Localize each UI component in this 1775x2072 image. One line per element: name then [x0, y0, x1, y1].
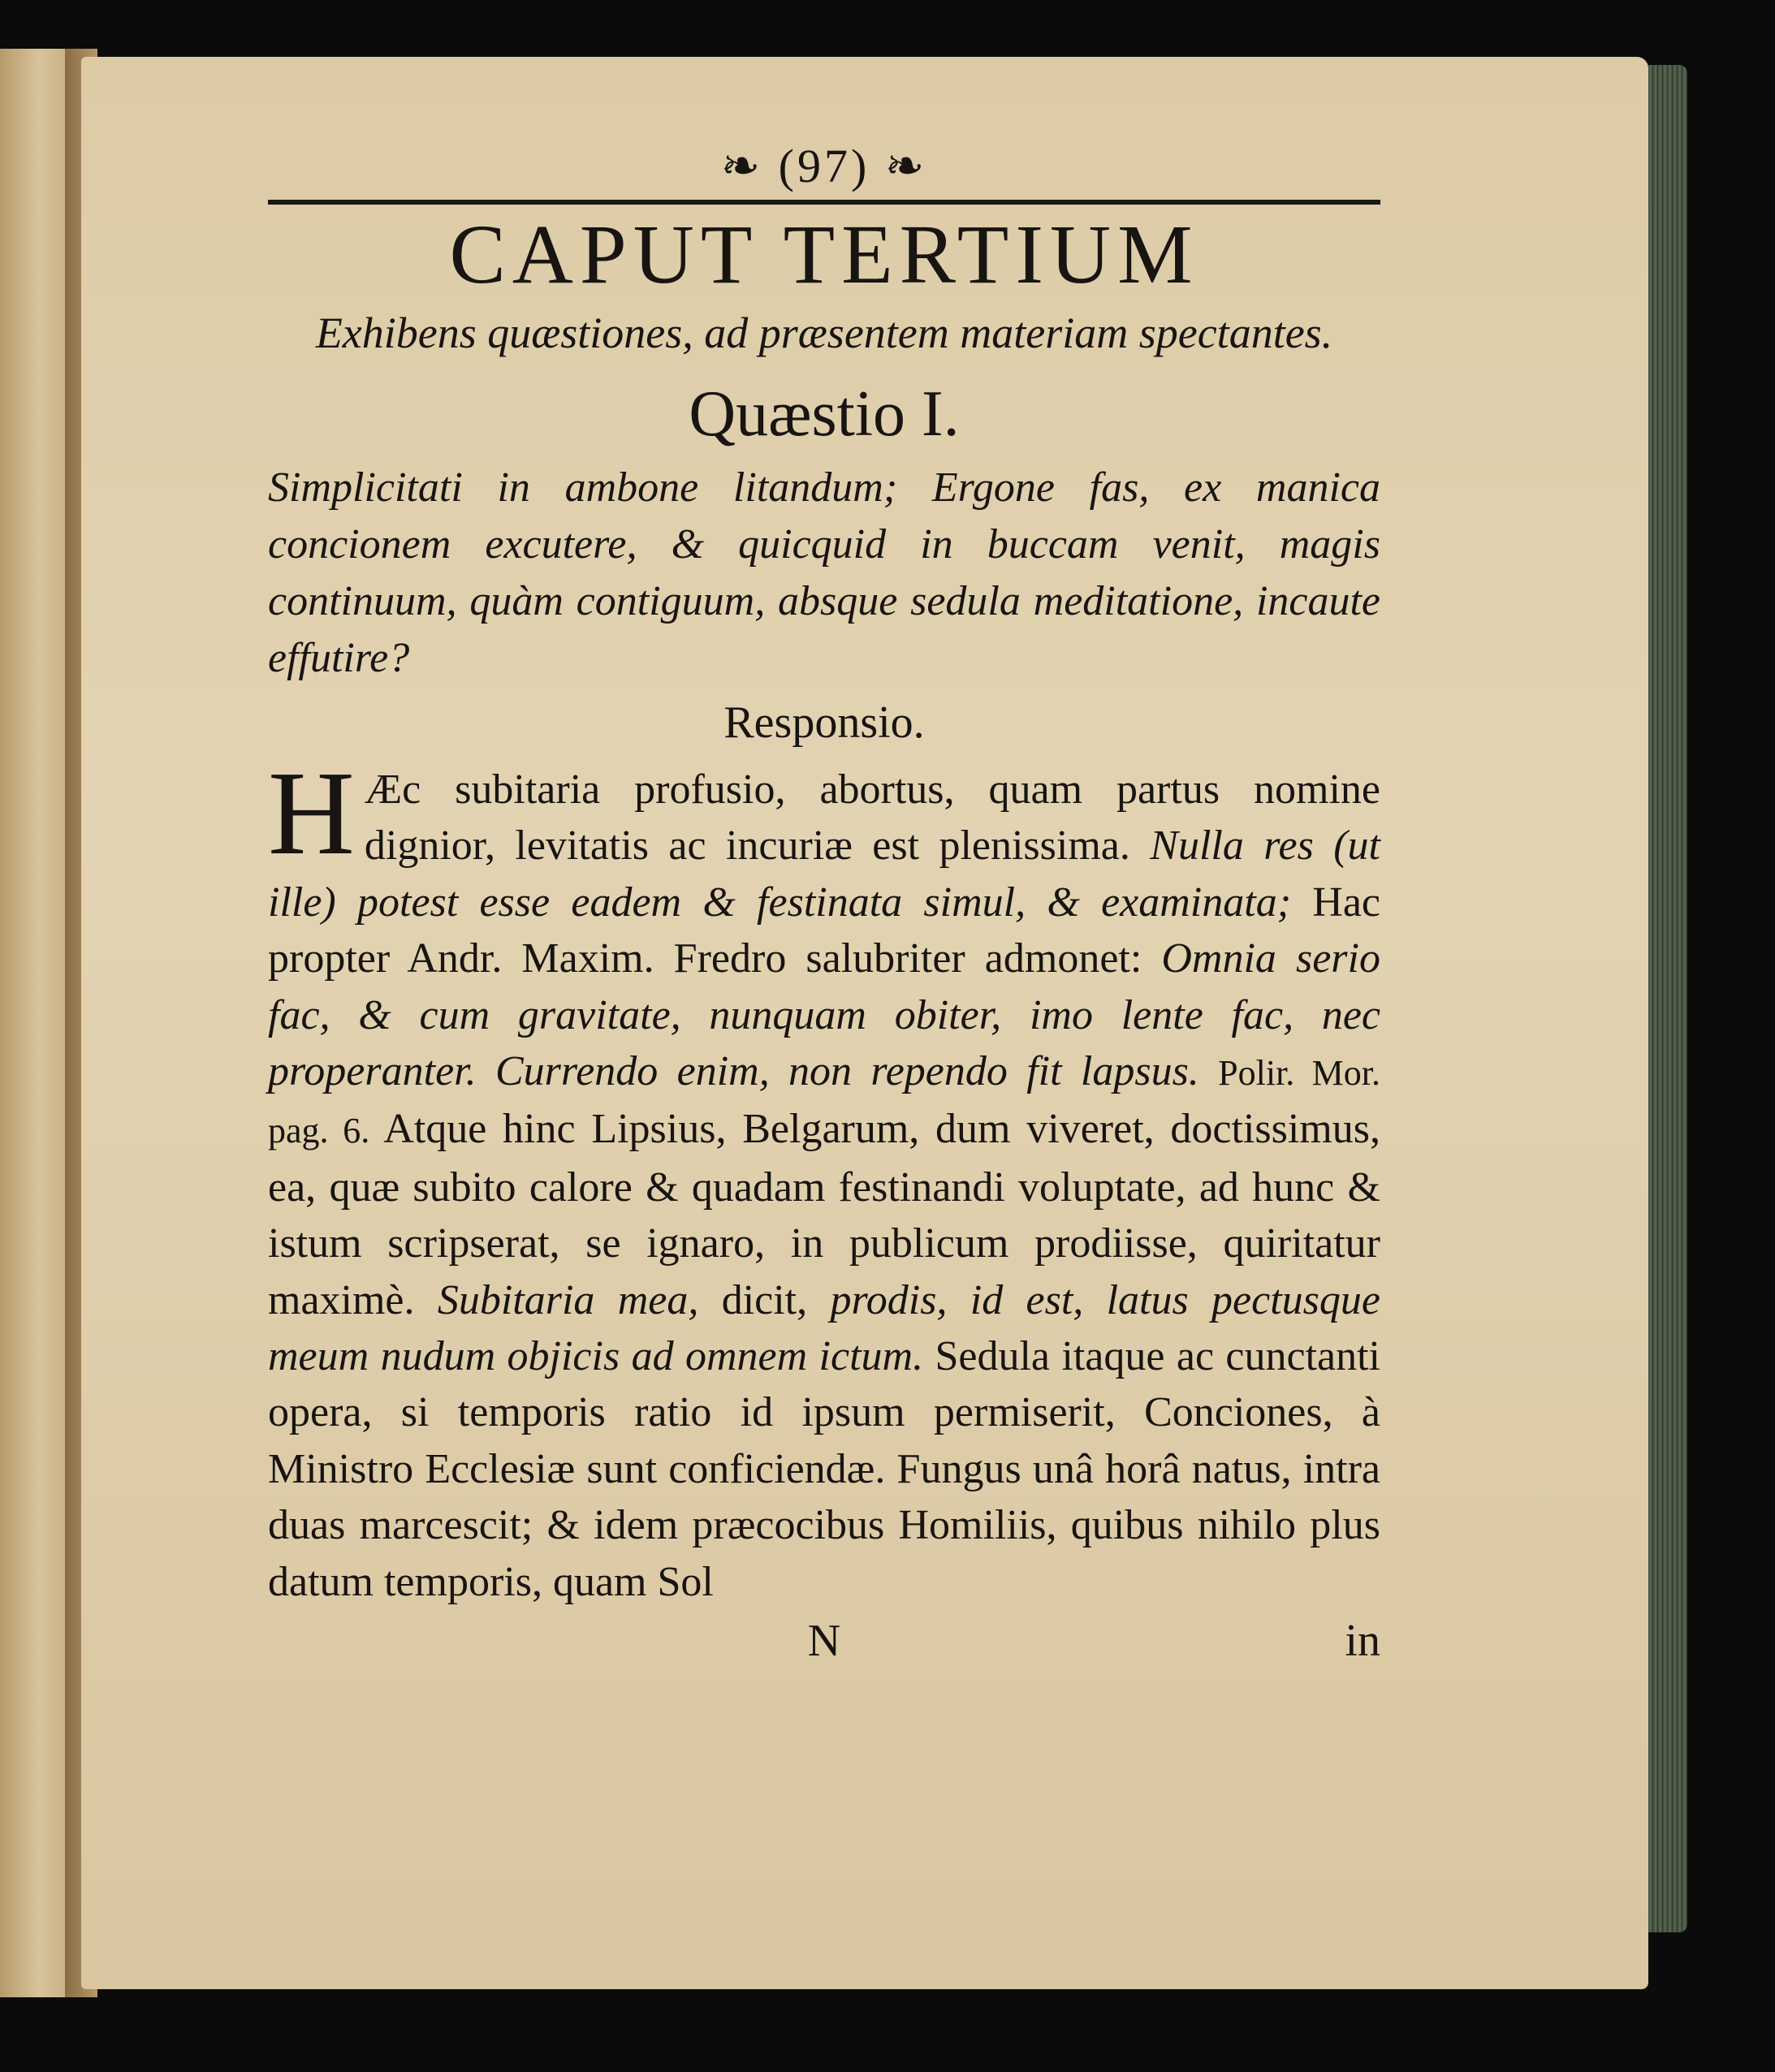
response-heading: Responsio.: [723, 697, 925, 748]
citation: Polir. Mor. pag. 6.: [268, 1053, 1380, 1151]
body-italic-4: prodis, id est, latus pectusque meum nudum objicis ad omnem ictum.: [268, 1276, 1380, 1380]
body-paragraph: [268, 747, 1380, 1610]
body-text-3: Atque hinc Lipsius, Belgarum, dum viveret, doctissimus, ea, quæ subito calore & quadam festinandi voluptate, ad hunc & istum scripserat, se ignaro, in publicum prodiisse, quiritatur maximè.: [268, 1106, 1380, 1323]
body-text-2: Hac propter Andr. Maxim. Fredro salubriter admonet:: [268, 878, 1380, 982]
question-text: Simplicitati in ambone litandum; Ergone fas, ex manica concionem excutere, & quicquid in buccam venit, magis continuum, quàm contiguum, absque sedula meditatione, incaute effutire?: [268, 464, 1380, 681]
facing-page-edge: [0, 49, 65, 1997]
question-heading: Quæstio I.: [689, 378, 960, 450]
drop-cap: H: [268, 747, 355, 880]
body-text-5: Sedula itaque ac cunctanti opera, si temporis ratio id ipsum permiserit, Conciones, à Ministro Ecclesiæ sunt conficiendæ. Fungus unâ horâ natus, intra duas marcescit; & idem præcocibus Homiliis, quibus nihilo plus datum temporis, quam Sol: [268, 1333, 1380, 1605]
body-italic-2: Omnia serio fac, & cum gravitate, nunquam obiter, imo lente fac, nec properanter. Currendo enim, non rependo fit lapsus.: [268, 935, 1380, 1095]
header-rule: [268, 200, 1380, 205]
body-text-4: dicit,: [721, 1276, 831, 1323]
body-italic-1: Nulla res (ut ille) potest esse eadem & festinata simul, & examinata;: [268, 822, 1380, 926]
page-number: ❧ (97) ❧: [720, 140, 928, 192]
chapter-title: CAPUT TERTIUM: [449, 208, 1199, 301]
page-footer: [268, 1615, 1380, 1680]
text-block: [268, 138, 1380, 1680]
catchword: in: [1345, 1616, 1380, 1667]
chapter-subtitle: Exhibens quæstiones, ad præsentem materiam spectantes.: [315, 309, 1333, 357]
signature-mark: N: [807, 1616, 841, 1667]
page-stack-edge: [1648, 65, 1687, 1932]
body-italic-3: Subitaria mea,: [437, 1276, 722, 1323]
body-text-1: Æc subitaria profusio, abortus, quam partus nomine dignior, levitatis ac incuriæ est plenissima.: [364, 766, 1380, 870]
